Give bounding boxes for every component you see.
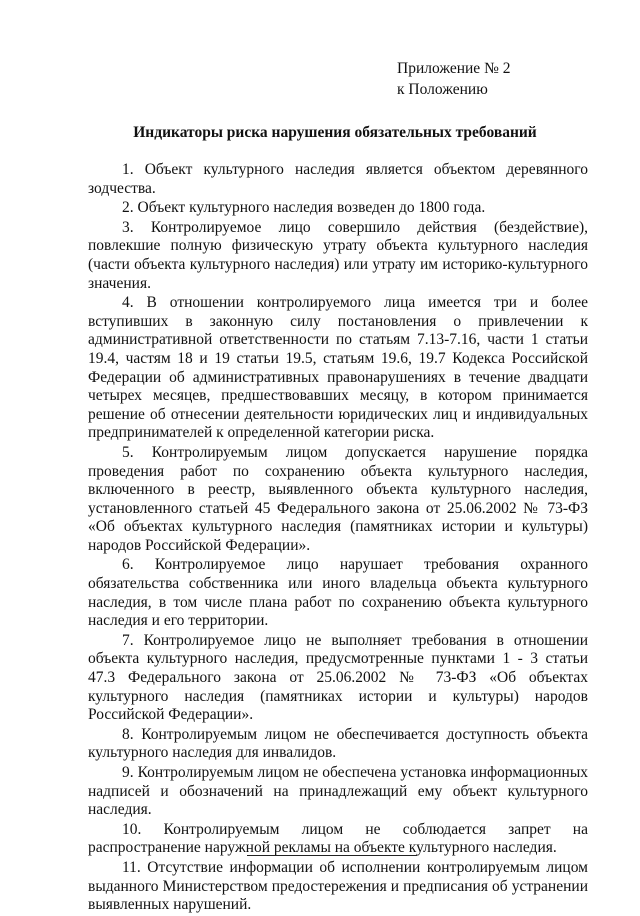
indicator-item-1: 1. Объект культурного наследия является объектом деревянного зодчества. (88, 161, 588, 197)
indicator-item-3: 3. Контролируемое лицо совершило действия (бездействие), повлекшие полную физическую утрату объекта культурного наследия (части объекта культурного наследия) или утрату им историко-культурного значения. (88, 218, 588, 292)
indicator-item-5: 5. Контролируемым лицом допускается нарушение порядка проведения работ по сохранению объекта культурного наследия, включенного в реестр, выявленного объекта культурного наследия, установленного статьей 45 Федерального закона от 25.06.2002 № 73-ФЗ «Об объектах культурного наследия (памятниках истории и культуры) народов Российской Федерации». (88, 443, 588, 554)
indicator-item-8: 8. Контролируемым лицом не обеспечивается доступность объекта культурного наследия для инвалидов. (88, 725, 588, 762)
annex-reference: к Положению (397, 81, 488, 98)
indicator-item-9: 9. Контролируемым лицом не обеспечена установка информационных надписей и обозначений на принадлежащий ему объект культурного наследия. (88, 764, 588, 819)
annex-number: Приложение № 2 (397, 60, 511, 77)
indicator-list (88, 161, 588, 916)
indicator-item-10: 10. Контролируемым лицом не соблюдается запрет на распространение наружной рекламы на объекте культурного наследия. (88, 820, 588, 857)
indicator-item-7: 7. Контролируемое лицо не выполняет требования в отношении объекта культурного наследия, предусмотренные пунктами 1 - 3 статьи 47.3 Федерального закона от 25.06.2002 № 73-ФЗ «Об объектах культурного наследия (памятниках истории и культуры) народов Российской Федерации». (88, 631, 588, 724)
indicator-item-4: 4. В отношении контролируемого лица имеется три и более вступивших в законную силу постановления о привлечении к административной ответственности по статьям 7.13-7.16, части 1 статьи 19.4, частям 18 и 19 статьи 19.5, статьям 19.6, 19.7 Кодекса Российской Федерации об административных правонарушениях в течение двадцати четырех месяцев, предшествовавших месяцу, в котором принимается решение об отнесении деятельности юридических лиц и индивидуальных предпринимателей к определенной категории риска. (88, 294, 588, 442)
indicator-item-11: 11. Отсутствие информации об исполнении контролируемым лицом выданного Министерством предостережения и предписания об устранении выявленных нарушений. (88, 858, 588, 914)
indicator-item-2: 2. Объект культурного наследия возведен до 1800 года. (122, 199, 486, 217)
document-title: Индикаторы риска нарушения обязательных требований (133, 124, 537, 141)
indicator-item-6: 6. Контролируемое лицо нарушает требования охранного обязательства собственника или иного владельца объекта культурного наследия, в том числе плана работ по сохранению объекта культурного наследия и его территории. (88, 556, 588, 630)
end-divider-line (247, 855, 417, 856)
annex-header (397, 58, 510, 100)
